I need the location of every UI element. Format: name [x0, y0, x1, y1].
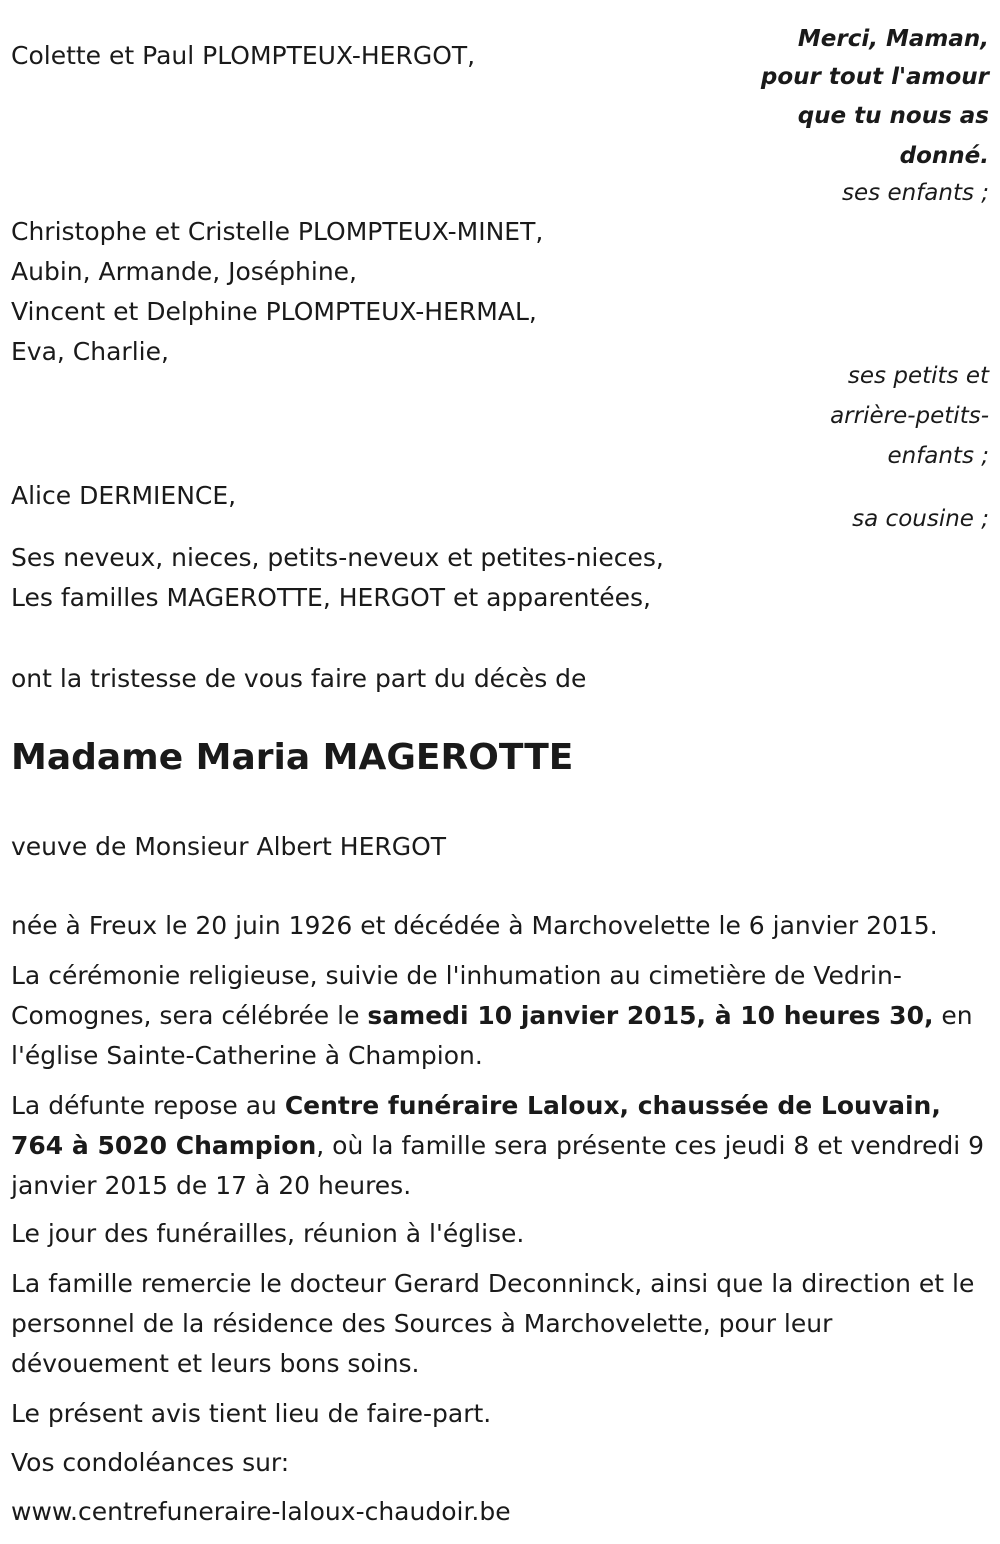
condolences-label: Vos condoléances sur: — [11, 1448, 290, 1477]
ceremony-paragraph — [11, 956, 986, 1076]
dedication-line-2: pour tout l'amour — [760, 64, 989, 90]
birth-death-text: née à Freux le 20 juin 1926 et décédée à Marchovelette le 6 janvier 2015. — [11, 911, 938, 940]
relation-grandchildren-line-1: ses petits et — [847, 363, 989, 389]
grandchildren-line-2: Aubin, Armande, Joséphine, — [11, 257, 358, 286]
announcement-text: ont la tristesse de vous faire part du décès de — [11, 664, 587, 693]
ceremony-place: en l'église Sainte-Catherine à Champion. — [11, 1001, 973, 1070]
grandchildren-line-3: Vincent et Delphine PLOMPTEUX-HERMAL, — [11, 297, 537, 326]
dedication-line-1: Merci, Maman, — [797, 26, 989, 52]
dedication-line-3: que tu nous as — [797, 103, 989, 129]
ceremony-text: La cérémonie religieuse, suivie de l'inhumation au cimetière de Vedrin-Comognes, sera célébrée le — [11, 961, 902, 1030]
condolences-website-link[interactable]: www.centrefuneraire-laloux-chaudoir.be — [11, 1497, 511, 1526]
relation-children: ses enfants ; — [842, 180, 989, 206]
grandchildren-line-4: Eva, Charlie, — [11, 337, 169, 366]
repose-visiting-hours: , où la famille sera présente ces jeudi 8 et vendredi 9 janvier 2015 de 17 à 20 heures. — [11, 1131, 985, 1200]
cousin-name: Alice DERMIENCE, — [11, 481, 237, 510]
children-names: Colette et Paul PLOMPTEUX-HERGOT, — [11, 41, 476, 70]
repose-location: Centre funéraire Laloux, chaussée de Louvain, 764 à 5020 Champion — [11, 1091, 941, 1160]
repose-paragraph — [11, 1086, 986, 1206]
relation-grandchildren-line-3: enfants ; — [887, 443, 989, 469]
ceremony-date: samedi 10 janvier 2015, à 10 heures 30, — [367, 1001, 934, 1030]
thanks-text: La famille remercie le docteur Gerard Deconninck, ainsi que la direction et le personnel de la résidence des Sources à Marchovelette, pour leur dévouement et leurs bons soins. — [11, 1269, 975, 1378]
others-line-2: Les familles MAGEROTTE, HERGOT et apparentées, — [11, 583, 651, 612]
others-line-1: Ses neveux, nieces, petits-neveux et petites-nieces, — [11, 543, 664, 572]
dedication-line-4: donné. — [899, 143, 989, 169]
repose-text: La défunte repose au — [11, 1091, 285, 1120]
widow-of: veuve de Monsieur Albert HERGOT — [11, 832, 447, 861]
notice-text: Le présent avis tient lieu de faire-part. — [11, 1399, 492, 1428]
grandchildren-line-1: Christophe et Cristelle PLOMPTEUX-MINET, — [11, 217, 544, 246]
meeting-text: Le jour des funérailles, réunion à l'église. — [11, 1219, 525, 1248]
relation-cousin: sa cousine ; — [852, 506, 989, 532]
relation-grandchildren-line-2: arrière-petits- — [830, 403, 989, 429]
deceased-name: Madame Maria MAGEROTTE — [11, 737, 574, 778]
